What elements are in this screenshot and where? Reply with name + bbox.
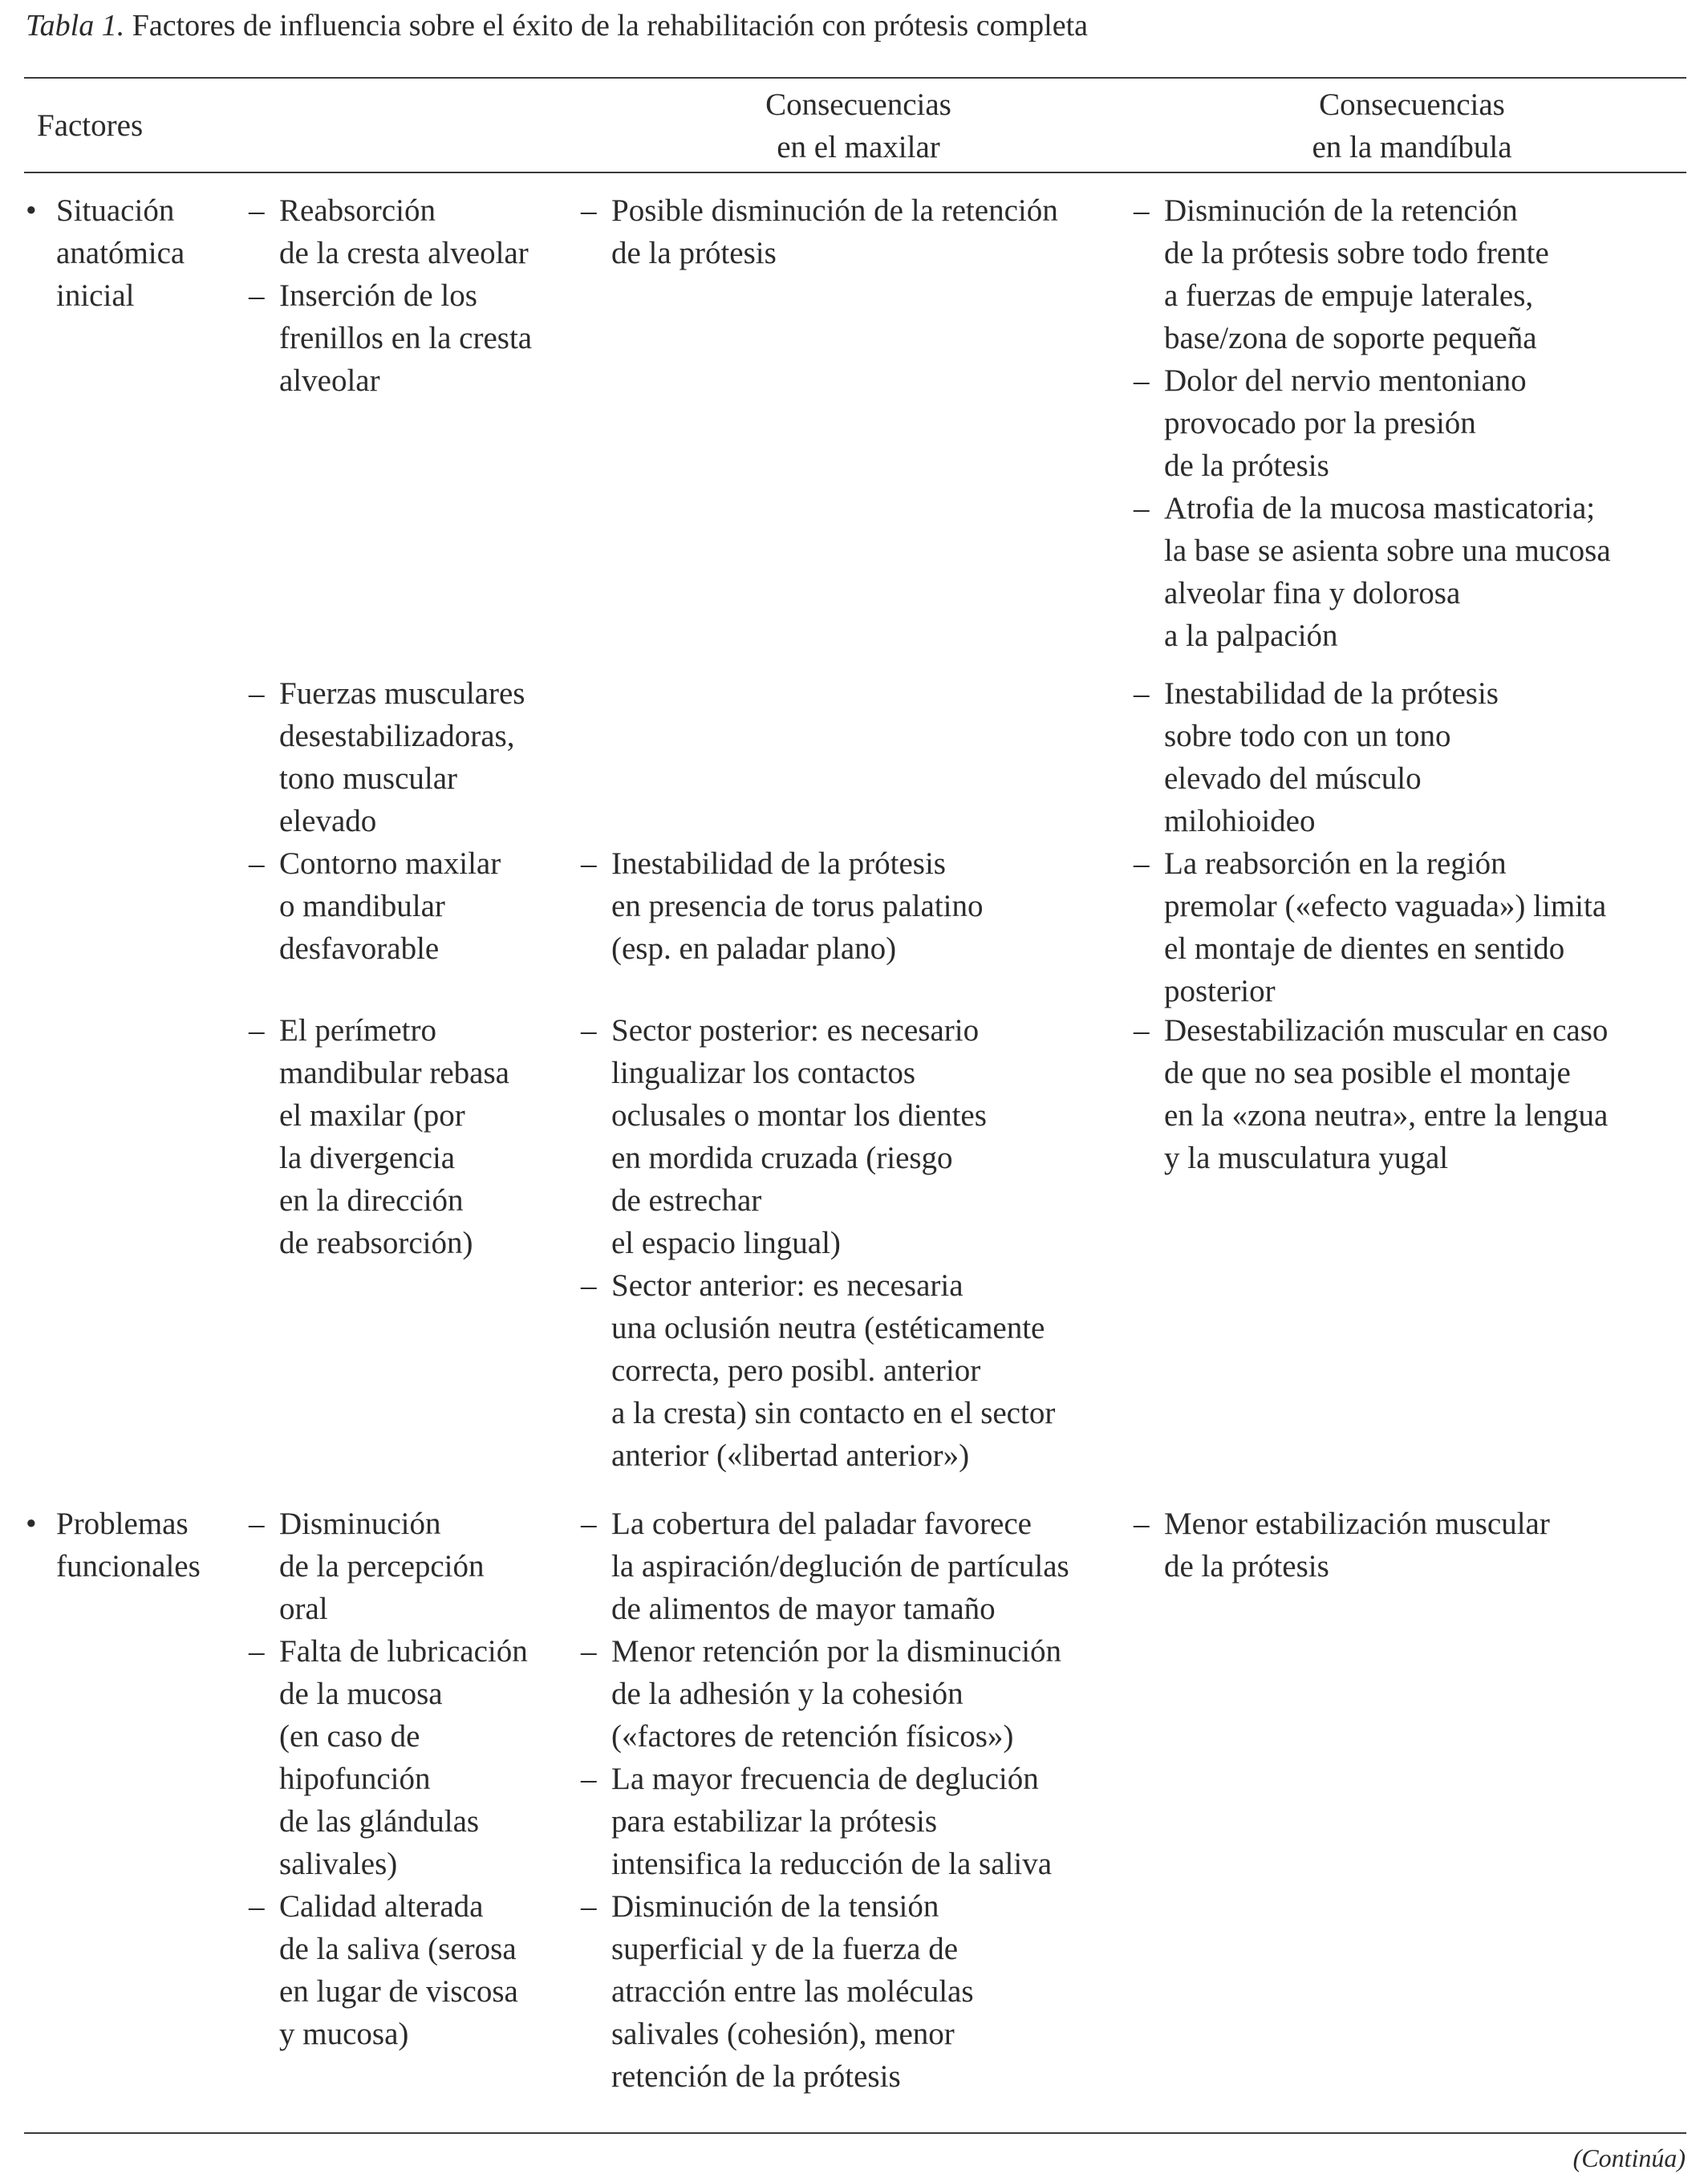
cell-line: o mandibular: [279, 889, 445, 923]
cell-line: – El perímetro: [279, 1013, 437, 1048]
cell-line: inicial: [56, 278, 135, 313]
subfactor-cell: [249, 672, 525, 842]
cell-line: – Menor estabilización muscular: [1164, 1507, 1550, 1541]
cell-line: – Disminución de la tensión: [611, 1889, 939, 1924]
mandibula-item: [1134, 189, 1611, 359]
factor-bullet-item: [26, 189, 185, 317]
cell-line: la base se asienta sobre una mucosa: [1164, 533, 1611, 568]
cell-line: de la saliva (serosa: [279, 1932, 517, 1966]
cell-line: • Situación: [56, 193, 175, 228]
header-mandibula: [1252, 83, 1572, 168]
maxilar-cell: [581, 189, 1058, 274]
cell-line: – La cobertura del paladar favorece: [611, 1507, 1032, 1541]
cell-line: – Falta de lubricación: [279, 1634, 528, 1669]
maxilar-item: [581, 1503, 1069, 1630]
cell-line: – Menor retención por la disminución: [611, 1634, 1062, 1669]
cell-line: en la dirección: [279, 1183, 464, 1218]
cell-line: – Disminución: [279, 1507, 441, 1541]
header-factores: Factores: [37, 108, 144, 143]
maxilar-cell: [581, 1503, 1069, 2098]
cell-line: – Posible disminución de la retención: [611, 193, 1058, 228]
header-maxilar-line: en el maxilar: [777, 130, 940, 164]
cell-line: – Fuerzas musculares: [279, 676, 525, 711]
cell-line: en mordida cruzada (riesgo: [611, 1141, 953, 1175]
cell-line: – Atrofia de la mucosa masticatoria;: [1164, 491, 1596, 525]
cell-line: en presencia de torus palatino: [611, 889, 984, 923]
cell-line: alveolar fina y dolorosa: [1164, 576, 1461, 610]
cell-line: frenillos en la cresta: [279, 321, 533, 355]
cell-line: oral: [279, 1592, 328, 1626]
mandibula-cell: [1134, 189, 1611, 657]
factor-cell: [26, 189, 185, 317]
cell-line: la aspiración/deglución de partículas: [611, 1549, 1069, 1584]
mandibula-cell: [1134, 672, 1499, 842]
table-bottom-rule: [24, 2132, 1686, 2134]
header-mandibula-line: en la mandíbula: [1312, 130, 1512, 164]
subfactor-cell: [249, 1503, 528, 2055]
cell-line: sobre todo con un tono: [1164, 719, 1451, 753]
cell-line: tono muscular: [279, 761, 458, 796]
cell-line: alveolar: [279, 363, 380, 398]
cell-line: de la prótesis: [611, 236, 777, 270]
cell-line: lingualizar los contactos: [611, 1056, 916, 1090]
cell-line: de la percepción: [279, 1549, 485, 1584]
cell-line: a fuerzas de empuje laterales,: [1164, 278, 1534, 313]
table-caption: [26, 3, 1088, 48]
cell-line: – Inserción de los: [279, 278, 477, 313]
maxilar-item: [581, 1758, 1069, 1885]
maxilar-item: [581, 842, 984, 970]
cell-line: el maxilar (por: [279, 1098, 465, 1133]
cell-line: a la cresta) sin contacto en el sector: [611, 1396, 1056, 1430]
cell-line: y mucosa): [279, 2017, 409, 2051]
maxilar-item: [581, 1885, 1069, 2098]
factor-bullet-item: [26, 1503, 201, 1588]
cell-line: y la musculatura yugal: [1164, 1141, 1449, 1175]
cell-line: desfavorable: [279, 931, 440, 966]
mandibula-cell: [1134, 842, 1606, 1012]
cell-line: – Sector posterior: es necesario: [611, 1013, 980, 1048]
cell-line: («factores de retención físicos»): [611, 1719, 1014, 1754]
cell-line: el montaje de dientes en sentido: [1164, 931, 1565, 966]
cell-line: (esp. en paladar plano): [611, 931, 897, 966]
header-mandibula-line: Consecuencias: [1319, 87, 1505, 122]
caption-label: Tabla 1.: [26, 9, 125, 43]
cell-line: salivales): [279, 1847, 398, 1881]
cell-line: posterior: [1164, 974, 1276, 1008]
mandibula-item: [1134, 1503, 1550, 1588]
mandibula-item: [1134, 359, 1611, 487]
factor-cell: [26, 1503, 201, 1588]
mandibula-item: [1134, 487, 1611, 657]
cell-line: de la mucosa: [279, 1677, 443, 1711]
cell-line: la divergencia: [279, 1141, 456, 1175]
cell-line: el espacio lingual): [611, 1226, 841, 1260]
subfactor-item: [249, 1009, 509, 1264]
cell-line: en lugar de viscosa: [279, 1974, 518, 2009]
mandibula-cell: [1134, 1503, 1550, 1588]
header-maxilar: [698, 83, 1019, 168]
maxilar-cell: [581, 1009, 1055, 1477]
cell-line: – La reabsorción en la región: [1164, 846, 1507, 881]
cell-line: – Contorno maxilar: [279, 846, 501, 881]
cell-line: de reabsorción): [279, 1226, 473, 1260]
table-top-rule: [24, 77, 1686, 79]
subfactor-item: [249, 842, 501, 970]
subfactor-cell: [249, 1009, 509, 1264]
cell-line: – Desestabilización muscular en caso: [1164, 1013, 1609, 1048]
cell-line: oclusales o montar los dientes: [611, 1098, 987, 1133]
cell-line: de la cresta alveolar: [279, 236, 529, 270]
cell-line: para estabilizar la prótesis: [611, 1804, 938, 1839]
cell-line: funcionales: [56, 1549, 201, 1584]
maxilar-item: [581, 1630, 1069, 1758]
cell-line: – La mayor frecuencia de deglución: [611, 1762, 1039, 1796]
cell-line: una oclusión neutra (estéticamente: [611, 1311, 1045, 1345]
cell-line: intensifica la reducción de la saliva: [611, 1847, 1053, 1881]
subfactor-item: [249, 1503, 528, 1630]
mandibula-cell: [1134, 1009, 1608, 1179]
cell-line: correcta, pero posibl. anterior: [611, 1353, 981, 1388]
maxilar-item: [581, 1009, 1055, 1264]
subfactor-item: [249, 1885, 528, 2055]
cell-line: premolar («efecto vaguada») limita: [1164, 889, 1607, 923]
cell-line: elevado: [279, 804, 377, 838]
cell-line: a la palpación: [1164, 619, 1338, 653]
mandibula-item: [1134, 1009, 1608, 1179]
maxilar-item: [581, 189, 1058, 274]
cell-line: salivales (cohesión), menor: [611, 2017, 955, 2051]
cell-line: provocado por la presión: [1164, 406, 1476, 440]
cell-line: desestabilizadoras,: [279, 719, 515, 753]
cell-line: anterior («libertad anterior»): [611, 1438, 970, 1473]
subfactor-cell: [249, 189, 532, 402]
cell-line: – Sector anterior: es necesaria: [611, 1268, 964, 1303]
cell-line: de la prótesis sobre todo frente: [1164, 236, 1549, 270]
subfactor-item: [249, 189, 532, 274]
table-header-rule: [24, 172, 1686, 173]
cell-line: de la adhesión y la cohesión: [611, 1677, 964, 1711]
cell-line: base/zona de soporte pequeña: [1164, 321, 1537, 355]
cell-line: superficial y de la fuerza de: [611, 1932, 959, 1966]
cell-line: – Inestabilidad de la prótesis: [611, 846, 946, 881]
cell-line: de alimentos de mayor tamaño: [611, 1592, 996, 1626]
cell-line: – Disminución de la retención: [1164, 193, 1518, 228]
cell-line: en la «zona neutra», entre la lengua: [1164, 1098, 1609, 1133]
cell-line: – Calidad alterada: [279, 1889, 484, 1924]
caption-text: Factores de influencia sobre el éxito de la rehabilitación con prótesis completa: [132, 9, 1088, 43]
cell-line: de las glándulas: [279, 1804, 480, 1839]
maxilar-item: [581, 1264, 1055, 1477]
cell-line: de la prótesis: [1164, 448, 1329, 483]
cell-line: – Dolor del nervio mentoniano: [1164, 363, 1527, 398]
cell-line: retención de la prótesis: [611, 2059, 901, 2094]
mandibula-item: [1134, 672, 1499, 842]
cell-line: mandibular rebasa: [279, 1056, 509, 1090]
subfactor-item: [249, 672, 525, 842]
cell-line: de la prótesis: [1164, 1549, 1329, 1584]
cell-line: atracción entre las moléculas: [611, 1974, 974, 2009]
cell-line: milohioideo: [1164, 804, 1316, 838]
cell-line: – Reabsorción: [279, 193, 436, 228]
subfactor-cell: [249, 842, 501, 970]
continua-note: (Continúa): [1572, 2143, 1686, 2172]
cell-line: hipofunción: [279, 1762, 431, 1796]
header-maxilar-line: Consecuencias: [765, 87, 951, 122]
cell-line: – Inestabilidad de la prótesis: [1164, 676, 1499, 711]
cell-line: anatómica: [56, 236, 185, 270]
cell-line: de estrechar: [611, 1183, 762, 1218]
cell-line: • Problemas: [56, 1507, 189, 1541]
subfactor-item: [249, 274, 532, 402]
cell-line: elevado del músculo: [1164, 761, 1422, 796]
mandibula-item: [1134, 842, 1606, 1012]
cell-line: (en caso de: [279, 1719, 420, 1754]
subfactor-item: [249, 1630, 528, 1885]
maxilar-cell: [581, 842, 984, 970]
cell-line: de que no sea posible el montaje: [1164, 1056, 1571, 1090]
